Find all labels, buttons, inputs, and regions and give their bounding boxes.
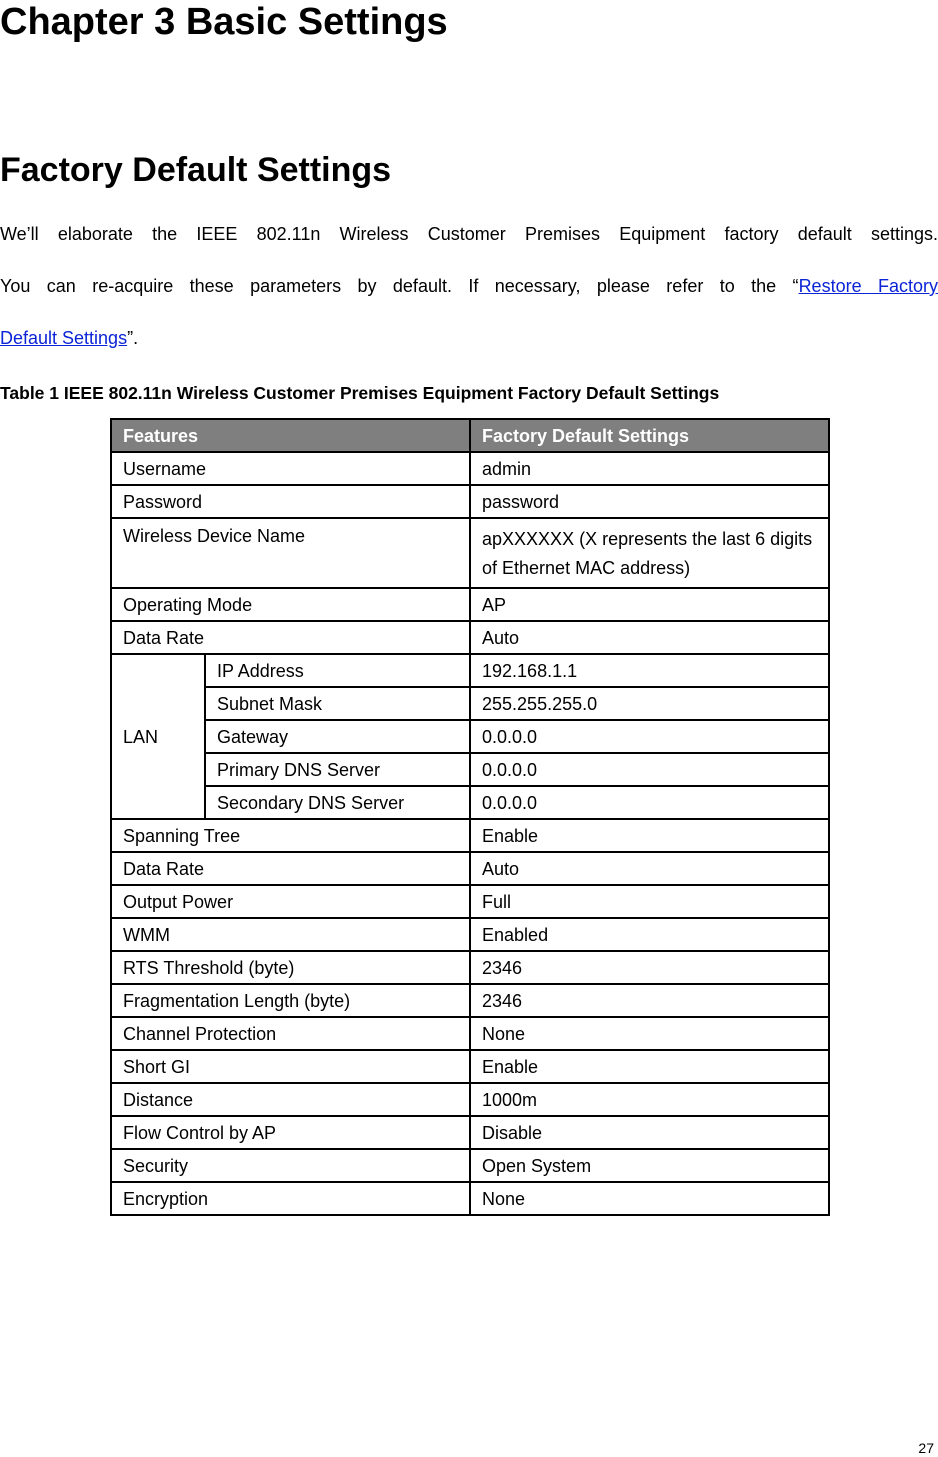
table-row — [111, 885, 829, 918]
lan-feature-cell: Secondary DNS Server — [205, 786, 470, 819]
table-row — [111, 1050, 829, 1083]
intro-line-2 — [0, 276, 938, 296]
table-row — [111, 720, 829, 753]
value-cell: Open System — [470, 1149, 829, 1182]
table-row — [111, 984, 829, 1017]
value-cell: 255.255.255.0 — [470, 687, 829, 720]
table-row — [111, 518, 829, 588]
feature-cell: RTS Threshold (byte) — [111, 951, 470, 984]
table-row — [111, 452, 829, 485]
default-settings-link[interactable]: Default Settings — [0, 328, 128, 348]
value-cell: Disable — [470, 1116, 829, 1149]
value-cell: Auto — [470, 621, 829, 654]
feature-cell: Username — [111, 452, 470, 485]
value-cell: AP — [470, 588, 829, 621]
table-row — [111, 951, 829, 984]
feature-cell: Wireless Device Name — [111, 518, 470, 588]
feature-cell: Channel Protection — [111, 1017, 470, 1050]
feature-cell: Password — [111, 485, 470, 518]
table-row — [111, 588, 829, 621]
lan-feature-cell: IP Address — [205, 654, 470, 687]
lan-feature-cell: Primary DNS Server — [205, 753, 470, 786]
value-cell: Enable — [470, 819, 829, 852]
value-cell: 192.168.1.1 — [470, 654, 829, 687]
value-cell: Auto — [470, 852, 829, 885]
table-row — [111, 654, 829, 687]
table-row — [111, 621, 829, 654]
table-caption: Table 1 IEEE 802.11n Wireless Customer Premises Equipment Factory Default Settings — [0, 383, 720, 403]
feature-cell: Short GI — [111, 1050, 470, 1083]
value-cell: 1000m — [470, 1083, 829, 1116]
table-header-row — [111, 419, 829, 452]
table-row — [111, 852, 829, 885]
value-cell: admin — [470, 452, 829, 485]
lan-feature-cell: Gateway — [205, 720, 470, 753]
feature-cell: Flow Control by AP — [111, 1116, 470, 1149]
table-row — [111, 1149, 829, 1182]
value-cell: Full — [470, 885, 829, 918]
feature-cell: Output Power — [111, 885, 470, 918]
value-cell: 0.0.0.0 — [470, 753, 829, 786]
section-title: Factory Default Settings — [0, 151, 392, 189]
table-row — [111, 786, 829, 819]
table-row — [111, 687, 829, 720]
value-cell: Enable — [470, 1050, 829, 1083]
table-row — [111, 753, 829, 786]
feature-cell: Operating Mode — [111, 588, 470, 621]
factory-default-settings-table — [110, 418, 830, 1216]
page-number: 27 — [918, 1440, 934, 1456]
intro-line-1: We’ll elaborate the IEEE 802.11n Wireless Customer Premises Equipment factory default settings. — [0, 224, 938, 244]
restore-factory-link[interactable]: Restore Factory — [798, 276, 938, 296]
feature-cell: Encryption — [111, 1182, 470, 1215]
feature-cell: Data Rate — [111, 852, 470, 885]
intro-paragraph — [0, 224, 938, 348]
header-features: Features — [111, 419, 470, 452]
table-row — [111, 1182, 829, 1215]
feature-cell: Fragmentation Length (byte) — [111, 984, 470, 1017]
feature-cell: Distance — [111, 1083, 470, 1116]
lan-group-label: LAN — [111, 654, 205, 819]
feature-cell: Spanning Tree — [111, 819, 470, 852]
value-cell: 2346 — [470, 951, 829, 984]
value-cell: None — [470, 1017, 829, 1050]
value-cell: 2346 — [470, 984, 829, 1017]
chapter-title: Chapter 3 Basic Settings — [0, 1, 448, 43]
header-factory-default-settings: Factory Default Settings — [470, 419, 829, 452]
table-row — [111, 819, 829, 852]
value-cell: 0.0.0.0 — [470, 786, 829, 819]
table-row — [111, 918, 829, 951]
intro-line-3 — [0, 328, 938, 348]
feature-cell: WMM — [111, 918, 470, 951]
feature-cell: Data Rate — [111, 621, 470, 654]
table-row — [111, 485, 829, 518]
value-cell: Enabled — [470, 918, 829, 951]
value-cell: password — [470, 485, 829, 518]
value-cell: 0.0.0.0 — [470, 720, 829, 753]
table-row — [111, 1017, 829, 1050]
lan-feature-cell: Subnet Mask — [205, 687, 470, 720]
table-row — [111, 1083, 829, 1116]
intro-line-3-text: ”. — [127, 328, 139, 348]
value-cell: apXXXXXX (X represents the last 6 digits of Ethernet MAC address) — [470, 518, 829, 588]
value-cell: None — [470, 1182, 829, 1215]
feature-cell: Security — [111, 1149, 470, 1182]
table-row — [111, 1116, 829, 1149]
intro-line-2-text: You can re-acquire these parameters by default. If necessary, please refer to the “ — [0, 276, 799, 296]
